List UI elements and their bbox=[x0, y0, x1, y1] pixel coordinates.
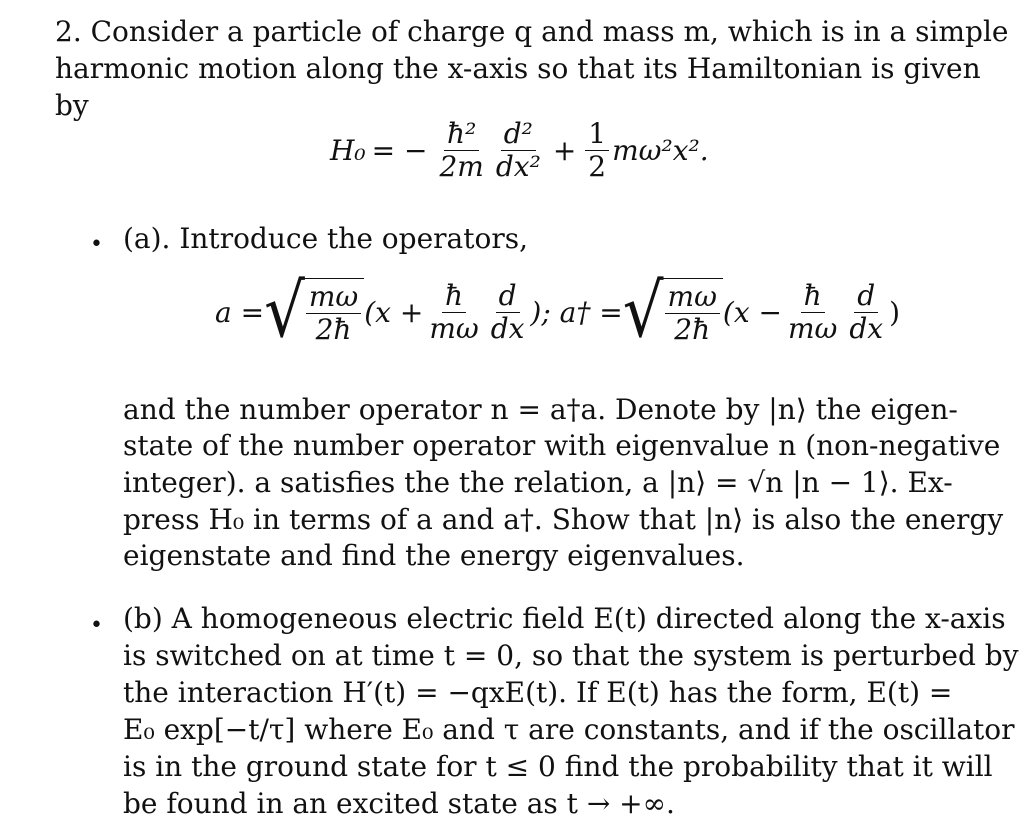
ladder-operators-equation bbox=[215, 269, 901, 355]
open-paren-minus: (x − bbox=[722, 295, 782, 329]
hamiltonian-equation bbox=[330, 118, 709, 183]
fraction-denominator: dx bbox=[849, 311, 884, 345]
fraction-numerator: 1 bbox=[585, 118, 609, 151]
part-a-heading: (a). Introduce the operators, bbox=[123, 222, 528, 255]
fraction-denominator: 2 bbox=[588, 150, 607, 183]
intro-line-1: 2. Consider a particle of charge q and mass m, which is in a simple bbox=[55, 15, 1009, 48]
fraction-numerator: ħ bbox=[442, 280, 466, 313]
fraction-denominator: dx bbox=[490, 311, 525, 345]
fraction-d-dx bbox=[488, 280, 528, 345]
part-a-line-3: integer). a satisfies the the relation, a |n⟩ = √n |n − 1⟩. Ex- bbox=[123, 466, 953, 499]
intro-line-2: harmonic motion along the x-axis so that its Hamiltonian is given bbox=[55, 52, 981, 85]
fraction-numerator: ħ bbox=[801, 280, 825, 313]
fraction-denominator: 2ħ bbox=[674, 313, 711, 346]
fraction-hbar-2m bbox=[436, 118, 486, 183]
fraction-numerator: d bbox=[496, 280, 520, 313]
square-root-1: √ $\frac{m\omega}{2ħ}$ bbox=[264, 278, 364, 346]
bullet-a: • bbox=[90, 232, 103, 257]
equals-sign: = − bbox=[371, 134, 428, 167]
fraction-numerator: d² bbox=[501, 118, 536, 151]
open-paren-plus: (x + bbox=[364, 295, 424, 329]
intro-line-3: by bbox=[55, 89, 89, 122]
bullet-b: • bbox=[90, 613, 103, 638]
part-a-line-1: and the number operator n = a†a. Denote by |n⟩ the eigen- bbox=[123, 393, 958, 426]
square-root-2: √ $\frac{m\omega}{2ħ}$ bbox=[623, 278, 723, 346]
fraction-second-derivative bbox=[493, 118, 544, 183]
a-dagger-lhs: ); a† = bbox=[530, 295, 623, 329]
part-b-line-3: the interaction H′(t) = −qxE(t). If E(t) has the form, E(t) = bbox=[123, 676, 953, 709]
fraction-numerator: mω bbox=[306, 281, 361, 314]
fraction-denominator: 2ħ bbox=[315, 313, 352, 346]
fraction-denominator: mω bbox=[429, 311, 479, 345]
fraction-denominator: 2m bbox=[439, 150, 484, 183]
part-a-line-5: eigenstate and find the energy eigenvalues. bbox=[123, 539, 745, 572]
fraction-m-omega-2hbar bbox=[665, 281, 720, 346]
fraction-denominator: dx² bbox=[495, 150, 541, 183]
fraction-d-dx bbox=[846, 280, 886, 345]
fraction-hbar-m-omega bbox=[426, 280, 481, 345]
fraction-m-omega-2hbar bbox=[306, 281, 361, 346]
plus-sign: + bbox=[552, 134, 577, 167]
part-b-line-2: is switched on at time t = 0, so that the system is perturbed by bbox=[123, 639, 1019, 672]
fraction-one-half bbox=[585, 118, 609, 183]
part-a-line-2: state of the number operator with eigenvalue n (non-negative bbox=[123, 429, 1001, 462]
a-operator-lhs: a = bbox=[215, 295, 265, 329]
fraction-hbar-m-omega bbox=[785, 280, 840, 345]
part-a-line-4: press H₀ in terms of a and a†. Show that |n⟩ is also the energy bbox=[123, 503, 1004, 536]
part-b-line-5: is in the ground state for t ≤ 0 find the probability that it will bbox=[123, 750, 993, 783]
fraction-numerator: mω bbox=[665, 281, 720, 314]
fraction-numerator: d bbox=[854, 280, 878, 313]
part-b-line-1: (b) A homogeneous electric field E(t) directed along the x-axis bbox=[123, 602, 1006, 635]
part-b-line-4: E₀ exp[−t/τ] where E₀ and τ are constants, and if the oscillator bbox=[123, 713, 1015, 746]
fraction-numerator: ħ² bbox=[444, 118, 479, 151]
hamiltonian-lhs: H₀ bbox=[330, 134, 366, 167]
close-paren: ) bbox=[889, 295, 901, 329]
potential-term: mω²x². bbox=[612, 134, 709, 167]
fraction-denominator: mω bbox=[787, 311, 838, 345]
part-b-line-6: be found in an excited state as t → +∞. bbox=[123, 787, 675, 820]
